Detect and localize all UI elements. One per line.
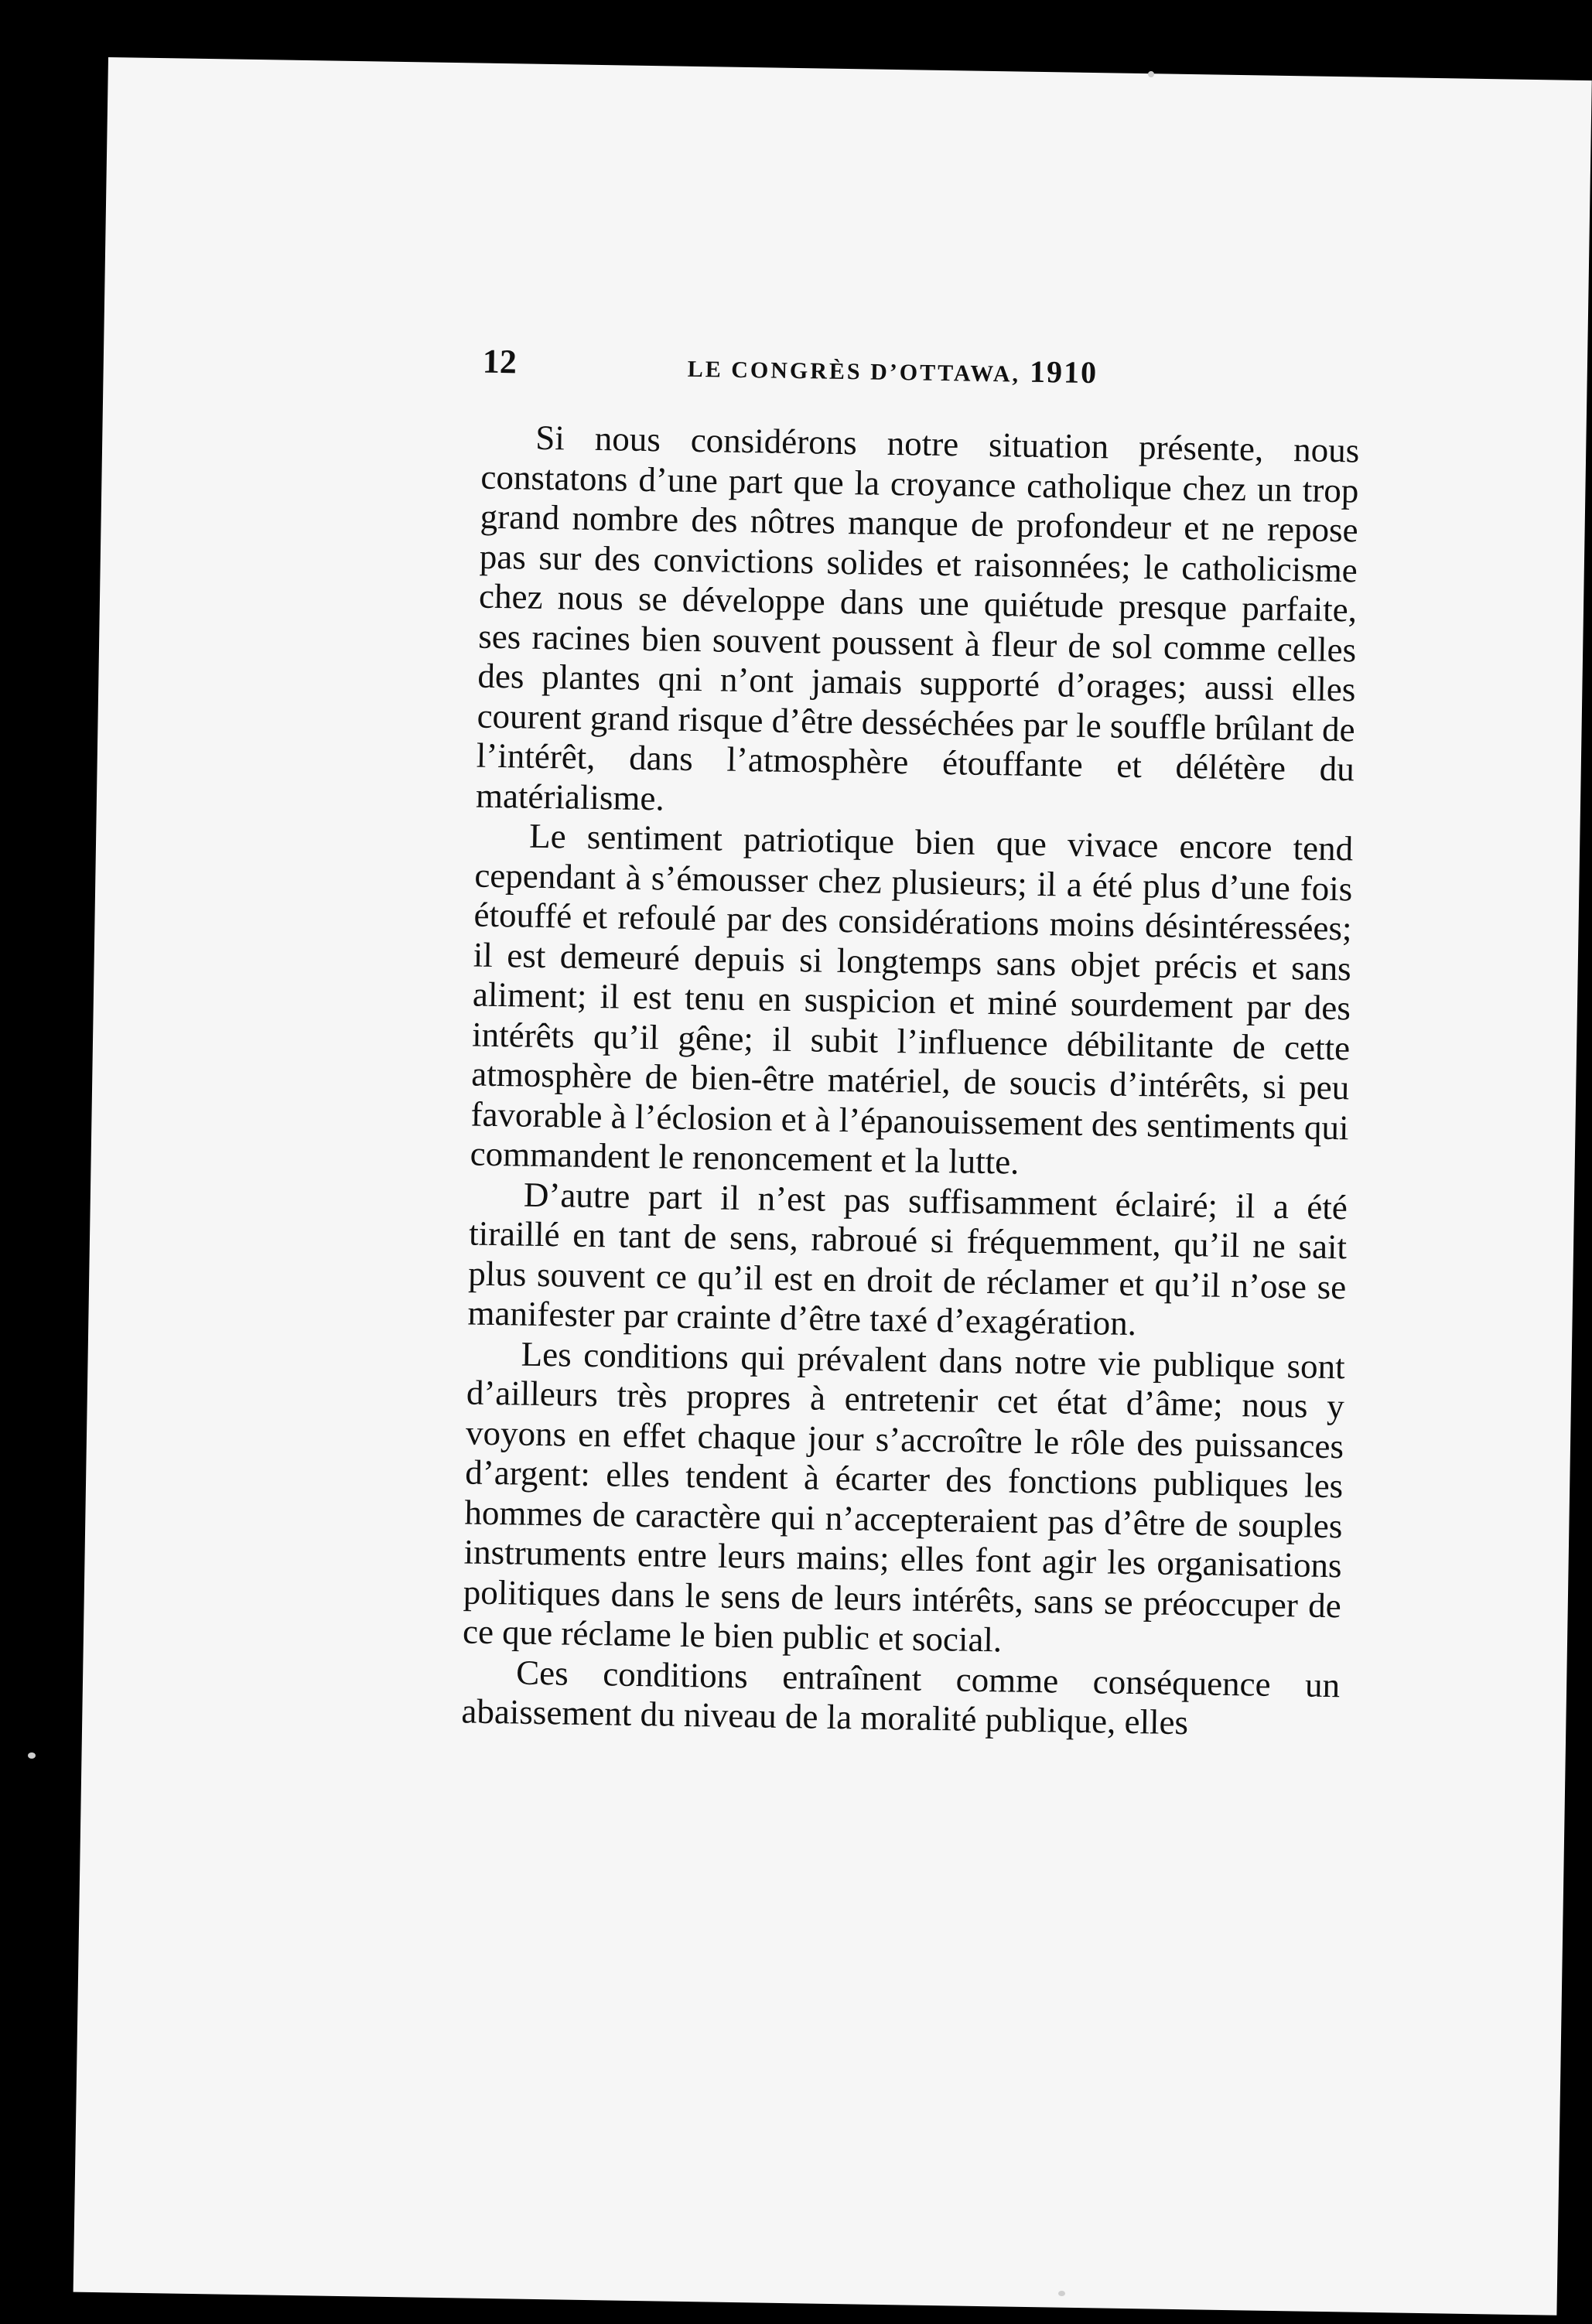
running-title-text: LE CONGRÈS D’OTTAWA, — [687, 356, 1021, 387]
paragraph: Les conditions qui prévalent dans notre vie publique sont d’ailleurs très propres à entretenir cet état d’âme; nous y voyons en effet chaque jour s’accroître le rôle des puissances d’argent: elles tendent à écarter des fonctions publiques les hommes de caractère qui n’accepteraient pas d’être de souples instruments entre leurs mains; elles font agir les organisations politiques dans le sens de leurs intérêts, sans se préoccuper de ce que réclame le bien public et social. — [462, 1334, 1346, 1660]
page-number: 12 — [482, 342, 518, 381]
scan-speck — [28, 1752, 36, 1759]
page-content — [461, 342, 1361, 1746]
scan-speck — [1058, 2291, 1065, 2296]
running-title — [687, 348, 1098, 391]
paragraph: Ces conditions entraînent comme conséquence un abaissement du niveau de la moralité publique, elles — [461, 1653, 1341, 1742]
paragraph: Si nous considérons notre situation présente, nous constatons d’une part que la croyance catholique chez un trop grand nombre des nôtres manque de profondeur et ne repose pas sur des convictions solides et raisonnées; le catholicisme chez nous se développe dans une quiétude presque parfaite, ses racines bien souvent poussent à fleur de sol comme celles des plantes qni n’ont jamais supporté d’orages; aussi elles courent grand risque d’être desséchées par le souffle brûlant de l’intérêt, dans l’atmosphère étouffante et délétère du matérialisme. — [475, 418, 1360, 817]
scan-speck — [1148, 71, 1154, 77]
paragraph: D’autre part il n’est pas suffisamment éclairé; il a été tiraillé en tant de sens, rabroué si fréquemment, qu’il ne sait plus souvent ce qu’il est en droit de réclamer et qu’il n’ose se manifester par crainte d’être taxé d’exagération. — [467, 1175, 1348, 1343]
book-page — [73, 57, 1592, 2315]
paragraph: Le sentiment patriotique bien que vivace encore tend cependant à s’émousser chez plusieurs; il a été plus d’une fois étouffé et refoulé par des considérations moins désintéressées; il est demeuré depuis si longtemps sans objet précis et sans aliment; il est tenu en suspicion et miné sourdement par des intérêts qu’il gêne; il subit l’influence débilitante de cette atmosphère de bien-être matériel, de soucis d’intérêts, si peu favorable à l’éclosion et à l’épanouissement des sentiments qui commandent le renoncement et la lutte. — [470, 816, 1354, 1182]
running-title-year: 1910 — [1029, 353, 1098, 391]
body-text — [461, 418, 1360, 1746]
running-header — [482, 342, 1361, 402]
